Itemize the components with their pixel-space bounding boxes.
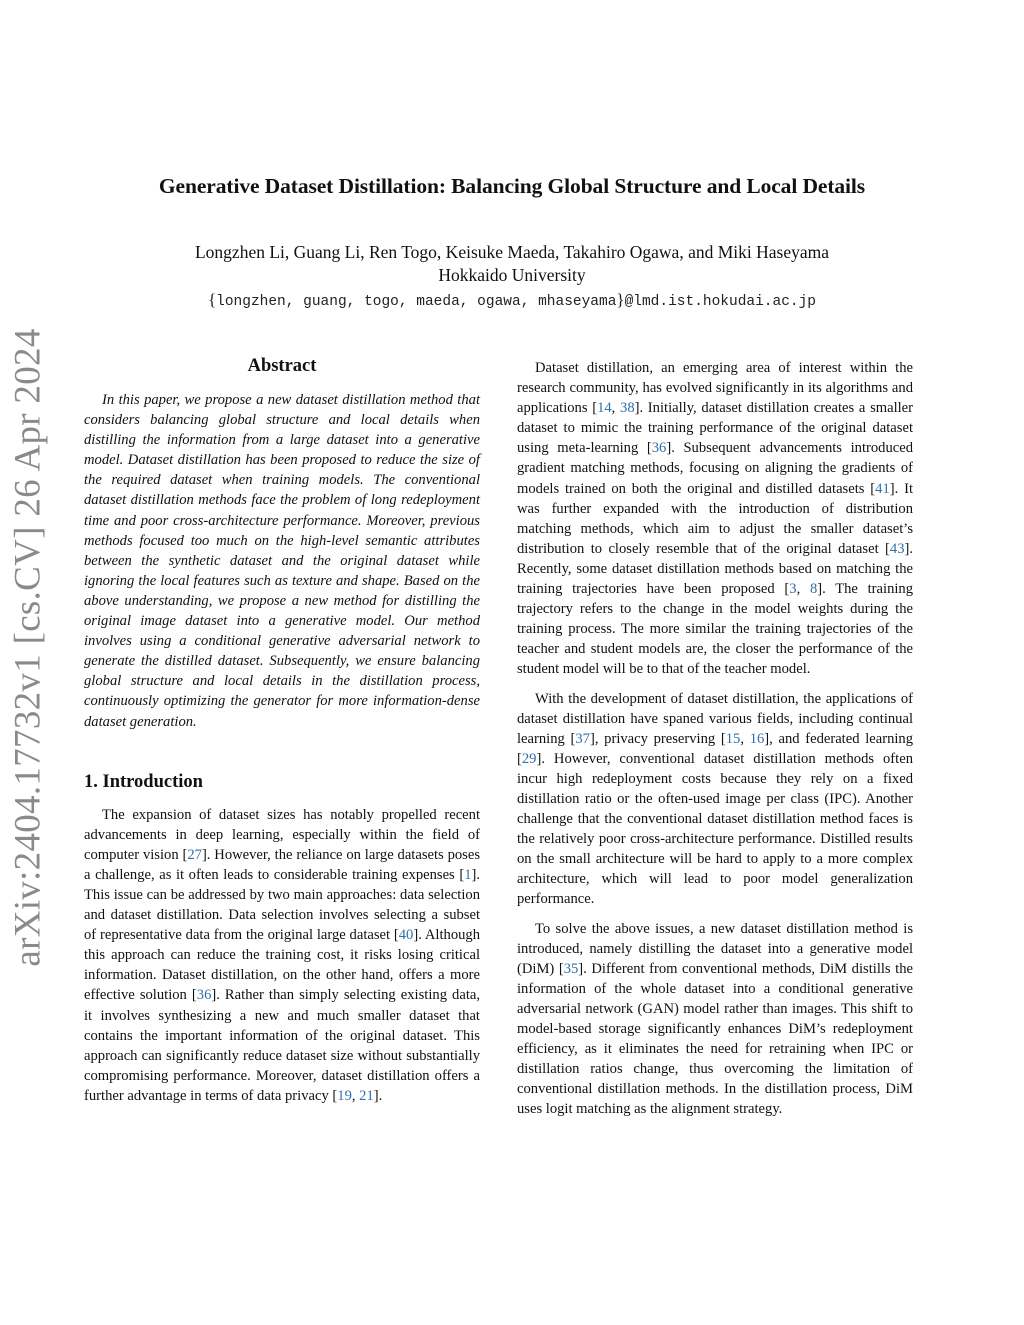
intro-paragraph-3: With the development of dataset distillation, the applications of dataset distillation have spaned various fields, including continual learning [37], privacy preserving [15, 16], and federated learning [29]. However, conventional dataset distillation methods often incur high redeployment costs because they rely on a fixed distillation ratio or the often-used image per class (IPC). Another challenge that the conventional dataset distillation method faces is the relatively poor cross-architecture performance. Distilled results on the small architecture will be hard to apply to a more complex architecture, which will lead to poor model generalization performance.: [517, 690, 914, 908]
citation-link[interactable]: 19: [337, 1087, 352, 1104]
citation-link[interactable]: 37: [575, 730, 590, 747]
email-names: longzhen, guang, togo, maeda, ogawa, mhaseyama: [216, 294, 617, 310]
arxiv-identifier-stamp: [2, 328, 54, 967]
citation-link[interactable]: 15: [725, 730, 741, 747]
citation-link[interactable]: 16: [749, 730, 765, 747]
author-emails: [0, 290, 1024, 310]
citation-link[interactable]: 29: [521, 750, 537, 767]
citation-link[interactable]: 27: [187, 846, 202, 863]
email-brace-close: }: [616, 290, 625, 309]
left-column: [84, 356, 480, 1115]
citation-link[interactable]: 3: [789, 581, 797, 598]
arxiv-id-text: arXiv:2404.17732v1 [cs.CV] 26 Apr 2024: [7, 328, 49, 967]
abstract-heading: Abstract: [247, 356, 317, 376]
right-column: [517, 358, 913, 1128]
abstract-text: In this paper, we propose a new dataset distillation method that considers balancing global structure and local details when distilling the information from a large dataset into a generative model. Dataset distillation has been proposed to reduce the size of the required dataset when training models. The conventional dataset distillation methods face the problem of long redeployment time and poor cross-architecture performance. Moreover, previous methods focused too much on the high-level semantic attributes between the synthetic dataset and the original dataset while ignoring the local features such as texture and shape. Based on the above understanding, we propose a new method for distilling the original image dataset into a generative model. Our method involves using a conditional generative adversarial network to generate the distilled dataset. Subsequently, we ensure balancing global structure and local details in the distillation process, continuously optimizing the generator for more information-dense dataset generation.: [84, 392, 480, 730]
citation-link[interactable]: 40: [398, 927, 414, 944]
email-brace-open: {: [207, 290, 217, 309]
introduction-heading: 1. Introduction: [84, 771, 203, 792]
author-list: Longzhen Li, Guang Li, Ren Togo, Keisuke Maeda, Takahiro Ogawa, and Miki Haseyama: [194, 242, 830, 262]
citation-link[interactable]: 41: [875, 480, 890, 497]
intro-paragraph-1: The expansion of dataset sizes has notably propelled recent advancements in deep learning, especially within the field of computer vision [27]. However, the reliance on large datasets poses a challenge, as it often leads to considerable training expenses [1]. This issue can be addressed by two main approaches: data selection and dataset distillation. Data selection involves selecting a subset of representative data from the original large dataset [40]. Although this approach can reduce the training cost, it risks losing critical information. Dataset distillation, on the other hand, offers a more effective solution [36]. Rather than simply selecting existing data, it involves synthesizing a new and much smaller dataset that contains the important information of the original dataset. This approach can significantly reduce dataset size without substantially compromising performance. Moreover, dataset distillation offers a further advantage in terms of data privacy [19, 21].: [84, 806, 481, 1104]
intro-paragraph-2: Dataset distillation, an emerging area of interest within the research community, has evolved significantly in its algorithms and applications [14, 38]. Initially, dataset distillation creates a smaller dataset to mimic the training performance of the original dataset using meta-learning [36]. Subsequent advancements introduced gradient matching methods, focusing on aligning the gradients of models trained on both the original and distilled datasets [41]. It was further expanded with the introduction of distribution matching methods, which aim to adjust the smaller dataset’s distribution to closely resemble that of the original dataset [43]. Recently, some dataset distillation methods based on matching the training trajectories have been proposed [3, 8]. The training trajectory refers to the change in the model weights during the training process. The more similar the training trajectories of the teacher and student models are, the closer the performance of the student model will be to that of the teacher model.: [517, 360, 914, 678]
paper-title: Generative Dataset Distillation: Balancing Global Structure and Local Details: [158, 174, 866, 198]
citation-link[interactable]: 14: [597, 400, 612, 417]
citation-link[interactable]: 8: [809, 581, 818, 598]
citation-link[interactable]: 38: [620, 400, 635, 417]
citation-link[interactable]: 21: [359, 1087, 374, 1104]
citation-link[interactable]: 43: [889, 540, 905, 557]
citation-link[interactable]: 1: [464, 866, 472, 883]
intro-paragraph-4: To solve the above issues, a new dataset distillation method is introduced, namely distilling the dataset into a generative model (DiM) [35]. Different from conventional methods, DiM distills the information of the whole dataset into a conditional generative adversarial network (GAN) model rather than images. This shift to model-based storage significantly enhances DiM’s redeployment efficiency, as it eliminates the need for retraining when IPC or distillation ratios change, thus overcoming the limitation of conventional distillation methods. In the distillation process, DiM uses logit matching as the alignment strategy.: [517, 920, 913, 1118]
citation-link[interactable]: 36: [196, 987, 212, 1004]
citation-link[interactable]: 36: [651, 440, 667, 457]
email-domain: @lmd.ist.hokudai.ac.jp: [624, 294, 817, 310]
affiliation: Hokkaido University: [438, 265, 586, 285]
citation-link[interactable]: 35: [563, 960, 579, 977]
